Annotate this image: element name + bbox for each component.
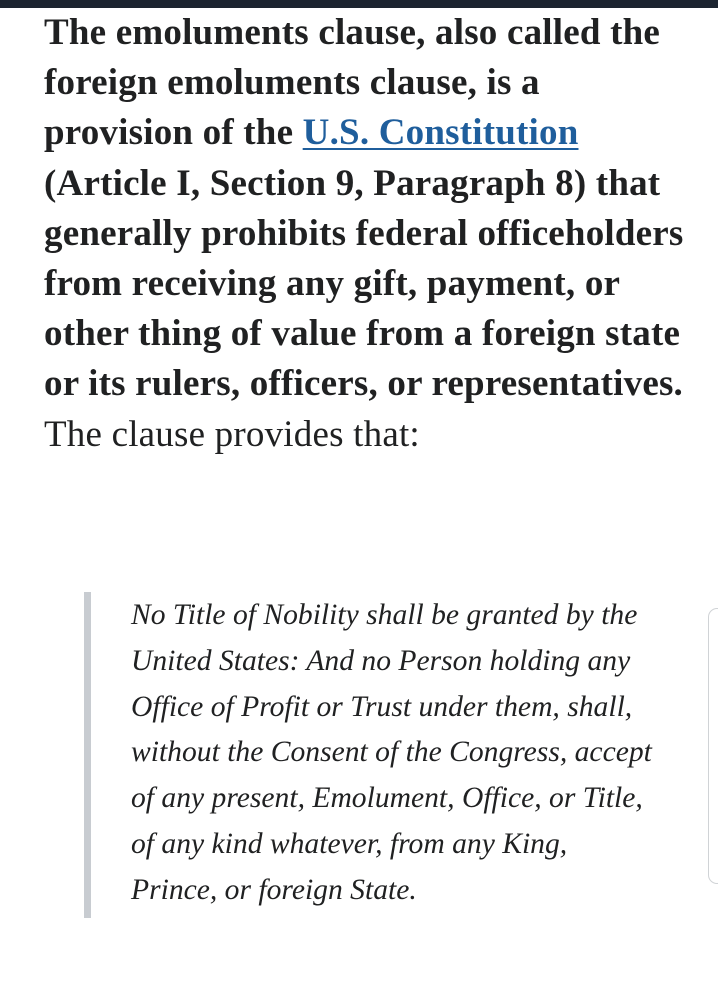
quote-text: No Title of Nobility shall be granted by the United States: And no Person holding any Office of Profit or Trust under them, shall, without the Consent of the Congress, accept of any present, Emolument, Office, or Title, of any kind whatever, from any King, Prince, or foreign State. <box>131 599 652 906</box>
constitution-quote <box>84 592 654 918</box>
lead-paragraph <box>44 8 684 460</box>
side-scroll-handle[interactable] <box>708 608 718 884</box>
us-constitution-link[interactable]: U.S. Constitution <box>302 112 579 154</box>
lead-plain-text: The clause provides that: <box>44 413 420 455</box>
top-app-bar <box>0 0 718 8</box>
article-body <box>44 8 684 460</box>
lead-bold-text-continued: (Article I, Section 9, Paragraph 8) that generally prohibits federal officeholders from receiving any gift, payment, or other thing of value from a foreign state or its rulers, officers, or representatives. <box>44 162 684 405</box>
lead-bold-text: The emoluments clause, also called the foreign emoluments clause, is a provision of the <box>44 12 661 154</box>
